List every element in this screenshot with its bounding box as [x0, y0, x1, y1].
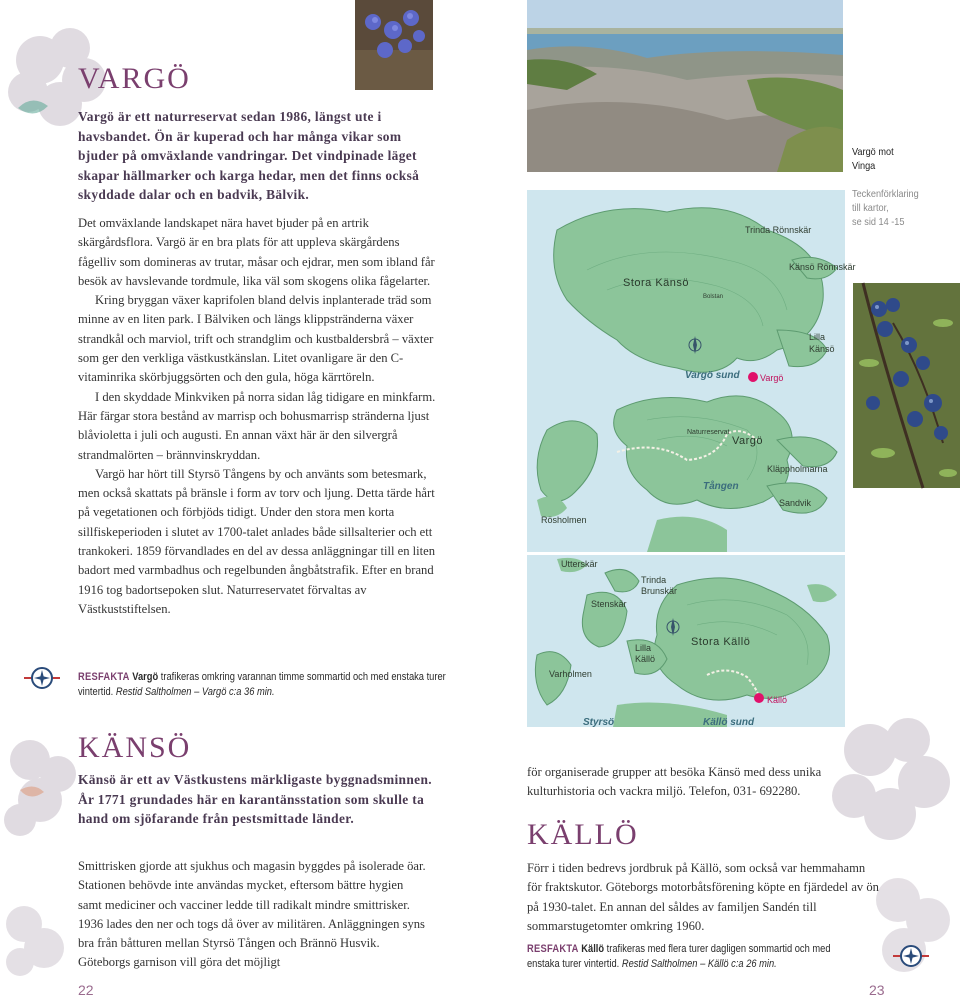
decorative-leaf-icon — [16, 98, 50, 118]
vargo-body — [78, 214, 436, 619]
label-tangen: Tången — [703, 481, 739, 492]
blueberry-photo — [853, 283, 960, 488]
label-lilla-kanso-1: Lilla — [809, 332, 826, 342]
map-kanso-vargo — [527, 190, 856, 552]
vargo-lead: Vargö är ett naturreservat sedan 1986, längst ute i havsbandet. Ön är kuperad och har många vikar som bjuder på omväxlande vandringar. Det vindpinade läget skapar hällmarker och karga hedar, men det finns också skyddade dalar och en badvik, Bälvik. — [78, 109, 420, 203]
facts-text: trafikeras omkring varannan timme sommartid och med enstaka turer vintertid. — [78, 671, 446, 698]
page-number-right: 23 — [869, 982, 885, 998]
facts-text: trafikeras med flera turer dagligen sommartid och med enstaka turer vintertid. — [527, 943, 831, 970]
vargo-facts — [78, 670, 448, 699]
facts-travel-time: Restid Saltholmen – Källö c:a 26 min. — [621, 957, 777, 970]
label-vargo-island: Vargö — [732, 435, 764, 447]
vargo-title: VARGÖ — [78, 62, 191, 95]
facts-place: Vargö — [132, 671, 159, 683]
label-lilla-kallo-1: Lilla — [635, 643, 652, 653]
vargo-paragraph: Kring bryggan växer kaprifolen bland delvis inplanterade träd som minne av en liten park. I Bälviken och längs klippstränderna växer strandkål och marviol, trift och strandglim och kustbaldersbrå – växter som ger den verkliga västkustkänslan. Litet ovanligare är den C-vitaminrika skörbjuggsörten och den gula, höga kärrtöreln. — [78, 293, 434, 385]
label-lilla-kanso-2: Känsö — [809, 344, 835, 354]
vargo-paragraph: Det omväxlande landskapet nära havet bjuder på en artrik skärgårdsflora. Vargö är en bra plats för att uppleva skärgårdens fågelliv som domineras av trutar, måsar och ejdrar, men som ibland får besök av havslevande tordmule, lika väl som skogens olika fågelarter. — [78, 216, 435, 288]
caption-line: se sid 14 -15 — [852, 217, 905, 228]
caption-line: till kartor, — [852, 203, 889, 214]
kallo-pin-icon — [754, 693, 764, 703]
facts-place: Källö — [581, 943, 605, 955]
label-stenskar: Stenskär — [591, 599, 627, 609]
kanso-paragraph: Smittrisken gjorde att sjukhus och magasin byggdes på isolerade öar. Stationen behövde inte användas mycket, eftersom bättre hygien samt mediciner och vacciner ledde till radikalt mindre smittrisker. 1936 lades den ner och togs då över av militären. Anläggningen syns bra från båtturen mellan Styrsö Tången och Brännö Husvik. Göteborgs garnison vill göra det möjligt — [78, 859, 426, 970]
label-vargo-pin: Vargö — [760, 373, 784, 383]
ferry-compass-icon — [24, 666, 60, 690]
kallo-title: KÄLLÖ — [527, 818, 639, 851]
page-number-left: 22 — [78, 982, 94, 998]
label-trinda-brunskar-2: Brunskär — [641, 586, 678, 596]
label-kallo-pin: Källö — [767, 695, 788, 705]
label-naturreservat: Naturreservat — [687, 429, 730, 436]
facts-travel-time: Restid Saltholmen – Vargö c:a 36 min. — [115, 685, 275, 698]
kanso-title: KÄNSÖ — [78, 731, 192, 764]
label-trinda-brunskar-1: Trinda — [641, 575, 667, 585]
kanso-continued: för organiserade grupper att besöka Känsö med dess unika kulturhistoria och vackra miljö. Telefon, 031- 692280. — [527, 765, 822, 799]
kallo-paragraph: Förr i tiden bedrevs jordbruk på Källö, som också var hemmahamn för fraktskutor. Göteborgs motorbåtsförening köpte en fjärdedel av ön på 1930-talet. En annan del såldes av familjen Sandén till sommarstugetomter omkring 1960. — [527, 861, 879, 933]
kallo-facts — [527, 942, 857, 971]
photo-caption — [852, 146, 894, 174]
decorative-flower-mid-left — [0, 730, 90, 840]
blue-flowers-photo — [355, 0, 433, 90]
label-sandvik: Sandvik — [779, 498, 812, 508]
caption-line: Teckenförklaring — [852, 189, 919, 200]
legend-caption — [852, 188, 919, 230]
label-rosholmen: Rösholmen — [541, 515, 587, 525]
label-varholmen: Varholmen — [549, 669, 592, 679]
label-lilla-kallo-2: Källö — [635, 654, 656, 664]
facts-label: RESFAKTA — [78, 671, 130, 683]
label-klappholmarna: Kläppholmarna — [767, 464, 828, 474]
vargo-paragraph: Vargö har hört till Styrsö Tångens by och använts som betesmark, men också skattats på bränsle i form av torv och ljung. Detta tärde hårt på vegetationen och förbjöds tidigt. Under den stora men korta sillfiskeperioden i slutet av 1700-talet anlades både sillsalterier och ett trankokeri. 1859 förvandlades en del av dessa anläggningar till en liten badort med varmbadhus och regelbunden ångbåtstrafik. Efter en brand 1916 tog badortsepoken slut. Naturreservatet förvaltas av Västkuststiftelsen. — [78, 466, 436, 616]
vargo-pin-icon — [748, 372, 758, 382]
caption-line: Vinga — [852, 161, 876, 172]
label-kanso-ronnskar: Känsö Rönnskär — [789, 262, 856, 272]
label-vargo-sund: Vargö sund — [685, 370, 740, 381]
map-kallo — [527, 555, 845, 727]
vargo-paragraph: I den skyddade Minkviken på norra sidan låg tidigare en minkfarm. Här färgar stora bestånd av marrisp och bohusmarrisp stränderna ljust blåvioletta i juli och augusti. En annan växt här är den silvergrå strandmalörten – brännvinskryddan. — [78, 389, 436, 462]
label-bolstan: Bolstan — [703, 294, 724, 300]
label-styrso: Styrsö — [583, 717, 615, 728]
vargo-landscape-photo — [527, 0, 843, 172]
label-utterskar: Utterskär — [561, 559, 598, 569]
label-stora-kanso: Stora Känsö — [623, 277, 690, 289]
kanso-lead: Känsö är ett av Västkustens märkligaste byggnadsminnen. År 1771 grundades här en karantänsstation som skulle ta hand om sjöfarande från pestsmittade länder. — [78, 772, 432, 827]
facts-label: RESFAKTA — [527, 943, 579, 955]
ferry-compass-icon — [893, 944, 929, 968]
decorative-flower-bottom-left — [0, 900, 70, 980]
label-trinda-ronnskar: Trinda Rönnskär — [745, 225, 812, 235]
label-kallo-sund: Källö sund — [703, 717, 755, 728]
label-stora-kallo: Stora Källö — [691, 636, 751, 648]
caption-line: Vargö mot — [852, 147, 894, 158]
